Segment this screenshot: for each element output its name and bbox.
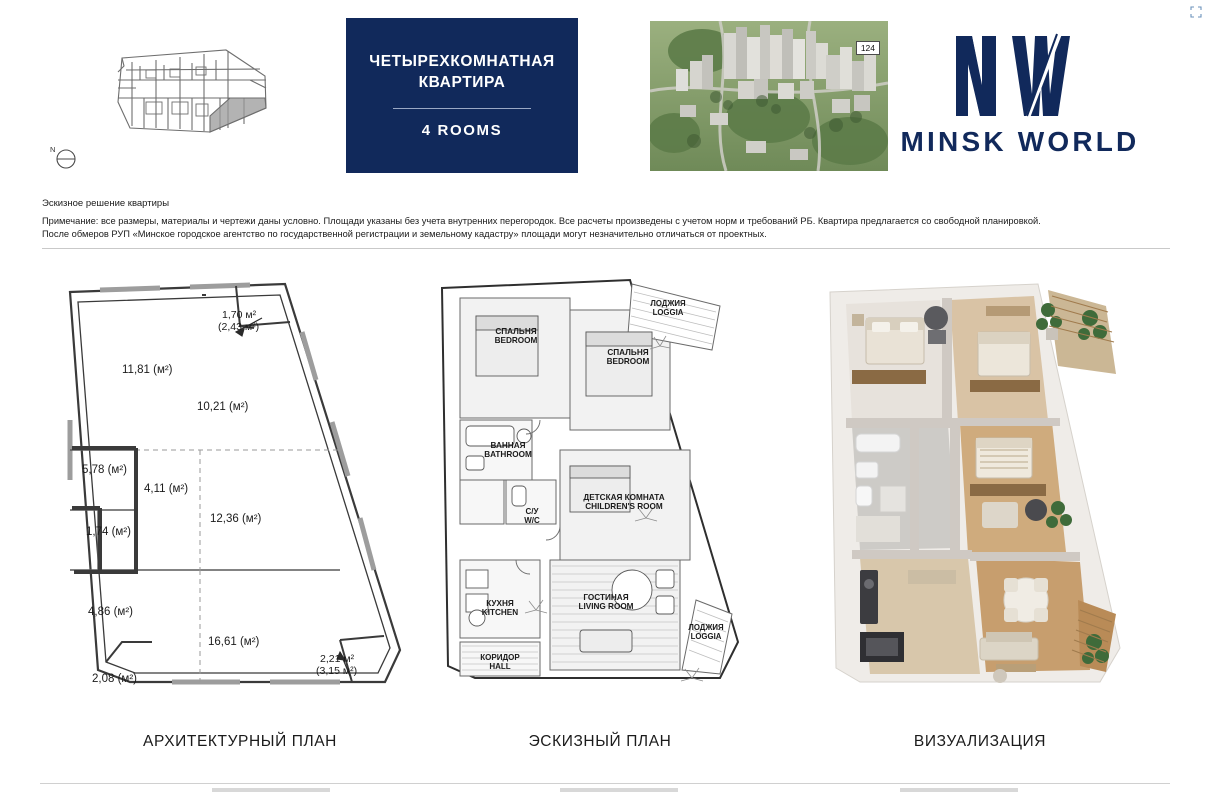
svg-text:12,36 (м²): 12,36 (м²) — [210, 513, 262, 525]
svg-text:ВАННАЯ: ВАННАЯ — [490, 441, 526, 450]
brand-logo — [880, 30, 1160, 170]
notes-heading: Эскизное решение квартиры — [42, 198, 170, 209]
apartment-title-box — [346, 18, 578, 173]
svg-text:(2,43 м²): (2,43 м²) — [218, 321, 260, 333]
notes-divider — [42, 248, 1170, 249]
notes-line-2: После обмеров РУП «Минское городское агентство по государственной регистрации и земельному кадастру» площади могут незначительно отличаться от проектных. — [42, 229, 767, 239]
plans-row — [0, 270, 1210, 770]
svg-text:КУХНЯ: КУХНЯ — [486, 599, 514, 608]
aerial-view-image — [650, 21, 888, 171]
sketch-plan-panel — [420, 270, 780, 770]
svg-text:1,74 (м²): 1,74 (м²) — [86, 526, 131, 538]
svg-text:5,78 (м²): 5,78 (м²) — [82, 464, 127, 476]
svg-text:ЛОДЖИЯ: ЛОДЖИЯ — [650, 299, 686, 308]
svg-text:N: N — [50, 145, 56, 154]
notes-line-1: Примечание: все размеры, материалы и чертежи даны условно. Площади указаны без учета внутренних перегородок. Все расчеты произведены с учетом норм и требований РБ. Квартира предлагается со свободной планировкой. — [42, 216, 1041, 226]
svg-text:LOGGIA: LOGGIA — [690, 632, 722, 641]
svg-text:2,08 (м²): 2,08 (м²) — [92, 673, 137, 685]
svg-text:BEDROOM: BEDROOM — [606, 357, 650, 366]
svg-text:ГОСТИНАЯ: ГОСТИНАЯ — [583, 593, 629, 602]
north-arrow-icon — [48, 143, 94, 173]
svg-text:СПАЛЬНЯ: СПАЛЬНЯ — [607, 348, 649, 357]
svg-text:W/C: W/C — [524, 516, 540, 525]
svg-text:CHILDREN'S ROOM: CHILDREN'S ROOM — [585, 502, 663, 511]
svg-text:LIVING ROOM: LIVING ROOM — [578, 602, 634, 611]
svg-text:BATHROOM: BATHROOM — [484, 450, 532, 459]
footer-bar-left — [212, 788, 330, 792]
footer-bar-right — [900, 788, 1018, 792]
svg-text:HALL: HALL — [489, 662, 511, 671]
panel-caption-visualization: ВИЗУАЛИЗАЦИЯ — [913, 733, 1047, 750]
panel-caption-sketch: ЭСКИЗНЫЙ ПЛАН — [528, 733, 672, 750]
svg-text:2,21 м²: 2,21 м² — [320, 653, 355, 665]
brand-name: MINSK WORLD — [900, 126, 1140, 157]
title-divider — [393, 108, 531, 109]
svg-text:ЛОДЖИЯ: ЛОДЖИЯ — [688, 623, 724, 632]
expand-icon[interactable] — [1190, 6, 1202, 18]
svg-text:С/У: С/У — [525, 507, 539, 516]
svg-text:КОРИДОР: КОРИДОР — [480, 653, 520, 662]
svg-text:10,21 (м²): 10,21 (м²) — [197, 401, 249, 413]
architectural-plan-panel — [40, 270, 440, 770]
svg-text:(3,15 м²): (3,15 м²) — [316, 665, 358, 677]
svg-text:ДЕТСКАЯ КОМНАТА: ДЕТСКАЯ КОМНАТА — [583, 493, 665, 502]
title-ru-line2: КВАРТИРА — [418, 74, 506, 91]
svg-text:4,11 (м²): 4,11 (м²) — [144, 483, 189, 495]
svg-text:4,86 (м²): 4,86 (м²) — [88, 606, 133, 618]
svg-text:СПАЛЬНЯ: СПАЛЬНЯ — [495, 327, 537, 336]
footer-bar-center — [560, 788, 678, 792]
title-ru-line1: ЧЕТЫРЕХКОМНАТНАЯ — [369, 53, 555, 71]
aerial-building-number-badge: 124 — [856, 41, 880, 55]
svg-text:BEDROOM: BEDROOM — [494, 336, 538, 345]
area-label: 11,81 (м²) — [122, 364, 173, 376]
svg-text:1,70 м²: 1,70 м² — [222, 309, 257, 321]
footer-divider — [40, 783, 1170, 784]
building-keyplan-icon — [60, 36, 280, 141]
mw-monogram-icon — [952, 30, 1088, 122]
title-en: 4 ROOMS — [421, 121, 503, 139]
document-header — [40, 18, 1170, 176]
notes-block — [42, 198, 1172, 241]
svg-text:LOGGIA: LOGGIA — [652, 308, 684, 317]
visualization-panel — [790, 270, 1170, 770]
panel-caption-architectural: АРХИТЕКТУРНЫЙ ПЛАН — [143, 733, 337, 750]
svg-text:16,61 (м²): 16,61 (м²) — [208, 636, 260, 648]
svg-text:KITCHEN: KITCHEN — [481, 608, 519, 617]
